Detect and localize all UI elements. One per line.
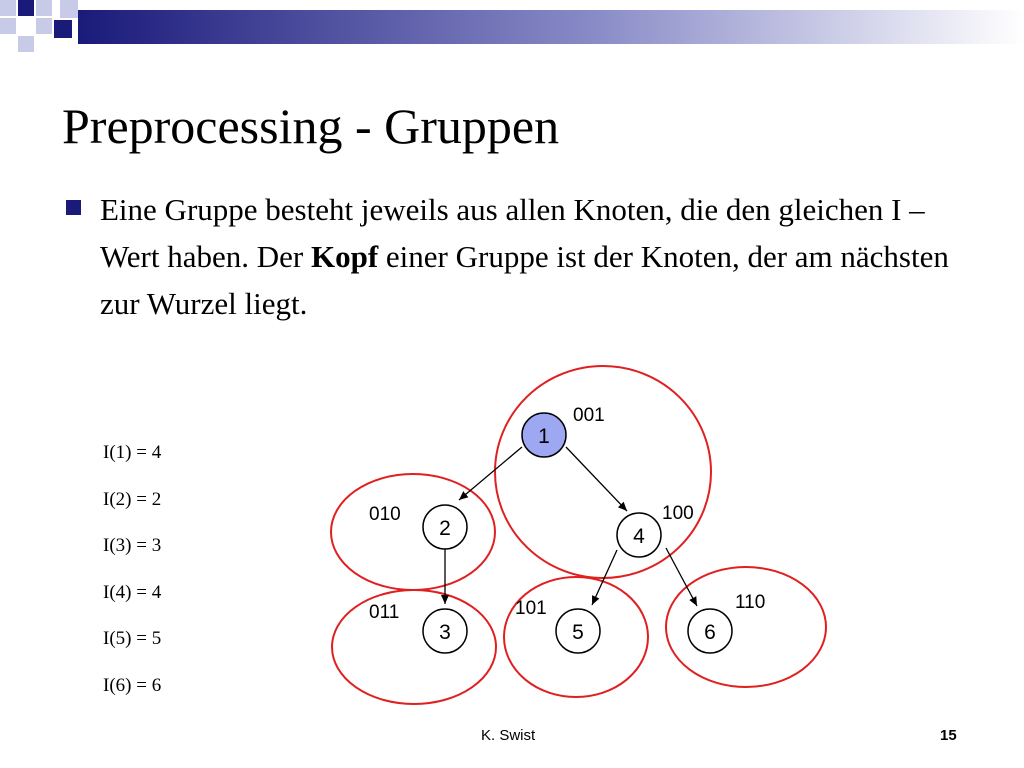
bullet-text-part2: einer Gruppe ist der Knoten, der am nächsten zur Wurzel liegt. — [100, 239, 949, 321]
node-code-6: 110 — [735, 592, 766, 613]
edge-1-4 — [566, 447, 627, 511]
node-code-2: 010 — [369, 504, 401, 525]
tree-node-label-1: 1 — [538, 425, 550, 448]
bullet-text-part1: Eine Gruppe besteht jeweils aus allen Knoten, die den gleichen I – Wert haben. Der — [100, 192, 925, 274]
node-code-3: 011 — [369, 602, 400, 623]
i-value-item: I(6) = 6 — [103, 674, 162, 696]
node-code-1: 001 — [573, 405, 605, 426]
edge-4-6 — [666, 548, 697, 606]
node-code-4: 100 — [662, 503, 694, 524]
i-value-item: I(4) = 4 — [103, 581, 162, 603]
group-ring-2 — [331, 474, 495, 590]
group-ring-1-4 — [495, 366, 711, 578]
bullet-bold-term: Kopf — [310, 239, 379, 274]
footer-author: K. Swist — [481, 727, 536, 744]
tree-node-label-6: 6 — [704, 621, 716, 644]
node-code-5: 101 — [515, 598, 547, 619]
edge-1-2 — [459, 447, 522, 500]
i-value-item: I(5) = 5 — [103, 628, 162, 649]
i-value-item: I(3) = 3 — [103, 535, 162, 556]
tree-node-label-2: 2 — [439, 517, 451, 540]
page-number: 15 — [940, 727, 957, 744]
tree-node-label-4: 4 — [633, 525, 645, 548]
tree-node-label-5: 5 — [572, 621, 584, 644]
i-value-item: I(2) = 2 — [103, 488, 162, 510]
tree-node-label-3: 3 — [439, 621, 451, 644]
slide-title: Preprocessing - Gruppen — [62, 98, 560, 154]
i-value-item: I(1) = 4 — [103, 442, 162, 463]
group-ring-3 — [332, 590, 496, 704]
